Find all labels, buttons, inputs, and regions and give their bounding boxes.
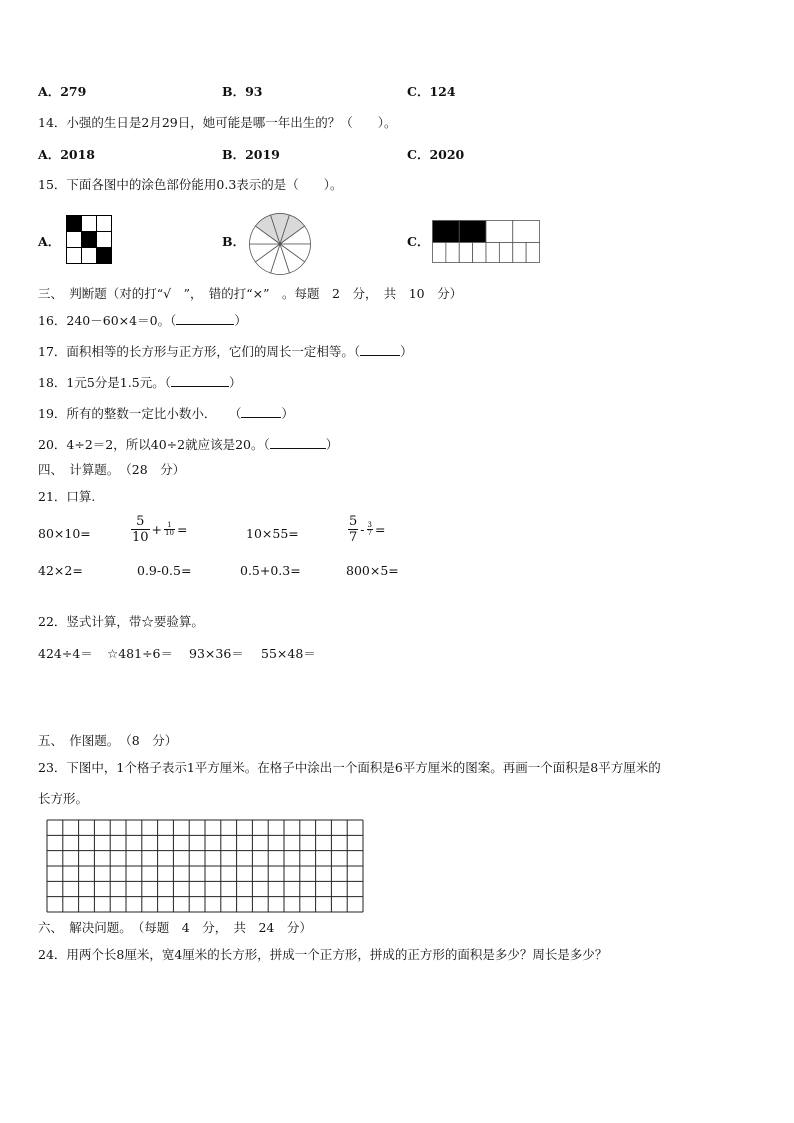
shaded-cell [459, 221, 486, 243]
q15-label-c: C． [407, 234, 430, 249]
grid-cell [82, 248, 97, 264]
shaded-cell [67, 216, 82, 232]
answer-blank[interactable] [241, 405, 281, 418]
q22-item-2: ☆481÷6＝ [107, 646, 173, 661]
grid-cell [97, 216, 112, 232]
bar-cell [513, 243, 526, 263]
judge-18-text: 18．1元5分是1.5元。（ [38, 375, 171, 390]
figure-b-pie [248, 212, 312, 276]
grid-cell [67, 232, 82, 248]
q14-option-a: A．2018 [38, 147, 95, 162]
q15-label-a: A． [38, 234, 61, 249]
judge-20-close: ） [325, 437, 339, 452]
fraction: $\frac{1}{10}$ [165, 521, 174, 537]
bar-cell [513, 221, 540, 243]
q24-question: 24．用两个长8厘米，宽4厘米的长方形，拼成一个正方形，拼成的正方形的面积是多少？周长是多少？ [38, 947, 608, 962]
judge-16-close: ） [234, 313, 247, 328]
answer-blank[interactable] [270, 436, 326, 449]
judge-18-close: ） [228, 375, 242, 390]
grid-cell [97, 232, 112, 248]
bar-cell [526, 243, 539, 263]
q14-option-b: B．2019 [222, 147, 280, 162]
judge-19-text: 19．所有的整数一定比小数小． （ [38, 406, 242, 421]
q22-item-1: 424÷4＝ [38, 646, 93, 661]
answer-blank[interactable] [176, 312, 234, 325]
shaded-cell [97, 248, 112, 264]
section-5-heading: 五、 作图题。 （8 分） [38, 733, 178, 748]
q14-option-c: C．2020 [407, 147, 465, 162]
judge-17 [38, 343, 413, 360]
q22-item-3: 93×36＝ [189, 646, 244, 661]
bar-cell [433, 243, 446, 263]
q21-item-3: 10×55= [246, 526, 299, 541]
shaded-cell [82, 232, 97, 248]
shaded-cell [433, 221, 460, 243]
q15-question: 15．下面各图中的涂色部份能用0.3表示的是（ ）。 [38, 177, 343, 192]
judge-17-close: ） [400, 344, 413, 359]
q21-item-1: 80×10= [38, 526, 91, 541]
fraction: $\frac{5}{7}$ [349, 514, 358, 545]
fraction: $\frac{5}{10}$ [132, 514, 149, 545]
q21-item-2: $\frac{5}{10}$ + $\frac{1}{10}$ = [132, 514, 188, 545]
section-3-heading: 三、 判断题（对的打“√ ”， 错的打“×” 。每题 2 分， 共 10 分） [38, 286, 463, 301]
q23-line-1: 23．下图中，1个格子表示1平方厘米。在格子中涂出一个面积是6平方厘米的图案。再画一个面积是8平方厘米的 [38, 760, 661, 775]
judge-20 [38, 436, 338, 453]
judge-18 [38, 374, 241, 391]
section-6-heading: 六、 解决问题。 （每题 4 分， 共 24 分） [38, 920, 312, 935]
q13-option-c: C．124 [407, 84, 456, 99]
section-4-heading: 四、 计算题。 （28 分） [38, 462, 186, 477]
bar-cell [473, 243, 486, 263]
q21-item-4: $\frac{5}{7}$ - $\frac{3}{7}$ = [349, 514, 386, 545]
judge-16-text: 16．240－60×4＝0。（ [38, 313, 177, 328]
figure-c-bar [432, 220, 541, 264]
q21-title: 21．口算. [38, 489, 96, 504]
judge-17-text: 17．面积相等的长方形与正方形，它们的周长一定相等。（ [38, 344, 361, 359]
drawing-grid[interactable] [46, 819, 364, 913]
bar-cell [446, 243, 459, 263]
q13-option-a: A．279 [38, 84, 87, 99]
judge-19 [38, 405, 294, 422]
grid-cell [82, 216, 97, 232]
judge-20-text: 20．4÷2＝2，所以40÷2就应该是20。（ [38, 437, 270, 452]
answer-blank[interactable] [360, 343, 400, 356]
q21-item-6: 0.9-0.5= [137, 563, 192, 578]
answer-blank[interactable] [171, 374, 229, 387]
bar-cell [459, 243, 472, 263]
q22-item-4: 55×48＝ [261, 646, 316, 661]
q15-label-b: B． [222, 234, 246, 249]
q21-item-7: 0.5+0.3= [240, 563, 301, 578]
judge-19-close: ） [281, 406, 294, 421]
judge-16 [38, 312, 247, 329]
q21-item-5: 42×2= [38, 563, 83, 578]
q21-item-8: 800×5= [346, 563, 399, 578]
bar-cell [499, 243, 512, 263]
bar-cell [486, 221, 513, 243]
grid-cell [67, 248, 82, 264]
q22-title: 22．竖式计算，带☆要验算。 [38, 614, 204, 629]
q14-question: 14．小强的生日是2月29日，她可能是哪一年出生的？（ ）。 [38, 115, 397, 130]
q13-option-b: B．93 [222, 84, 263, 99]
figure-a-grid [66, 215, 112, 264]
q23-line-2: 长方形。 [38, 791, 89, 806]
fraction: $\frac{3}{7}$ [367, 521, 372, 537]
bar-cell [486, 243, 499, 263]
